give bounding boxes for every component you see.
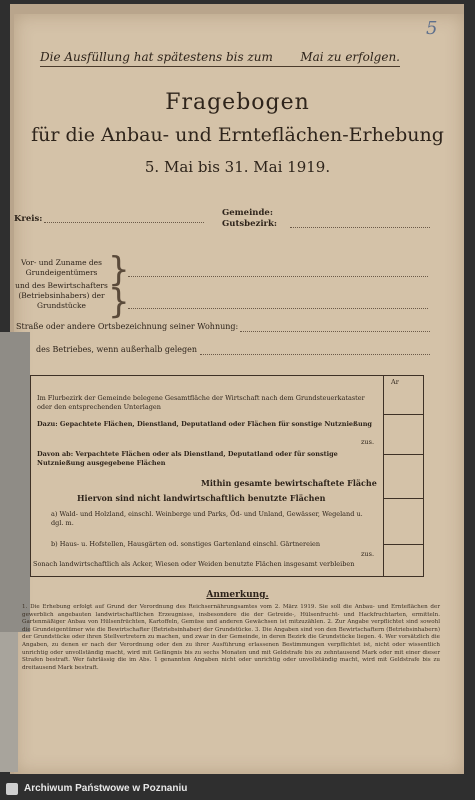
operator-label: und des Bewirtschafters (Betriebsinhabers) der Grundstücke — [15, 281, 108, 310]
kreis-label: Kreis: — [14, 214, 43, 224]
table-row: Im Flurbezirk der Gemeinde belegene Gesamtfläche der Wirtschaft nach dem Grundsteuerkataster oder den entsprechenden Unterlagen — [37, 394, 365, 411]
owner-label: Vor- und Zuname des Grundeigentümers — [21, 258, 102, 277]
page-number: 5 — [426, 18, 438, 39]
document-date-range: 5. Mai bis 31. Mai 1919. — [144, 158, 331, 176]
area-table — [30, 375, 424, 577]
archive-name: Archiwum Państwowe w Poznaniu — [24, 783, 188, 794]
owner-field[interactable] — [128, 276, 428, 277]
archive-logo-icon — [6, 783, 18, 795]
unit-header: Ar — [391, 378, 399, 386]
street-field[interactable] — [240, 331, 430, 332]
table-row: zus. — [361, 438, 375, 446]
brace-operator: } — [108, 282, 130, 322]
table-row: a) Wald- und Holzland, einschl. Weinberge und Parks, Öd- und Unland, Gewässer, Wegeland u. dgl. m. — [51, 510, 363, 527]
kreis-field[interactable] — [44, 222, 204, 223]
table-row: Davon ab: Verpachtete Flächen oder als Dienstland, Deputatland oder für sonstige Nutznießung ausgegebene Flächen — [37, 450, 338, 467]
business-label: des Betriebes, wenn außerhalb gelegen — [36, 345, 198, 354]
table-row: zus. — [361, 550, 375, 558]
operator-field[interactable] — [128, 308, 428, 309]
remarks-title: Anmerkung. — [206, 590, 269, 600]
document-title: Fragebogen — [165, 90, 310, 115]
gemeinde-field[interactable] — [290, 227, 430, 228]
table-row: b) Haus- u. Hofstellen, Hausgärten od. sonstiges Gartenland einschl. Gärtnereien — [51, 540, 321, 548]
gemeinde-label: Gemeinde: — [222, 208, 273, 218]
table-row: Hiervon sind nicht landwirtschaftlich benutzte Flächen — [77, 493, 326, 503]
street-label: Straße oder andere Ortsbezeichnung seiner Wohnung: — [16, 322, 239, 331]
gutsbezirk-label: Gutsbezirk: — [222, 219, 278, 229]
archive-footer — [0, 778, 475, 800]
remarks-text: 1. Die Erhebung erfolgt auf Grund der Verordnung des Reichsernährungsamtes vom 2. März 1919. Sie soll die Anbau- und Ernteflächen der gewerblich angebauten landwirtschaftlichen Erzeugnisse, insbesondere die der Getreide-, Hülsenfrucht- und Hackfruchtarten, ermitteln. Gartenmäßiger Anbau von Hülsenfrüchten, Kartoffeln, Gemüse und anderen Gewächsen ist mitzuzählen. 2. Zur Angabe verpflichtet sind sowohl die Grundeigentümer wie die Bewirtschafter (Betriebsinhaber) der Grundstücke. 3. Die Angaben sind von den Bewirtschaftern (Betriebsinhabern) der Grundstücke oder ihren Stellvertretern zu machen, und zwar in der Gemeinde, in deren Bezirk die Grundstücke liegen. 4. Wer vorsätzlich die Angaben, zu denen er nach der Verordnung oder den zu ihrer Ausführung erlassenen Bestimmungen verpflichtet ist, nicht oder wissentlich unrichtig oder unvollständig macht, wird mit Gefängnis bis zu sechs Monaten und mit Geldstrafe bis zu zehntausend Mark oder mit einer dieser Strafen bestraft. Wer fahrlässig die im Abs. 1 genannten Angaben nicht oder unrichtig oder unvollständig macht, wird mit Geldstrafe bis zu dreitausend Mark bestraft. — [22, 604, 440, 671]
binding-strip — [0, 332, 30, 632]
table-row: Mithin gesamte bewirtschaftete Fläche — [201, 478, 377, 488]
brace-owner: } — [108, 250, 130, 290]
table-row: Sonach landwirtschaftlich als Acker, Wiesen oder Weiden benutzte Flächen insgesamt verbleiben — [33, 560, 355, 568]
binding-strip-lower — [0, 632, 18, 772]
deadline-left: Die Ausfüllung hat spätestens bis zum — [40, 50, 273, 64]
deadline-line — [40, 50, 400, 67]
table-row: Dazu: Gepachtete Flächen, Dienstland, Deputatland oder Flächen für sonstige Nutznießung — [37, 420, 372, 428]
business-field[interactable] — [200, 354, 430, 355]
table-divider — [383, 376, 384, 576]
document-subtitle: für die Anbau- und Ernteflächen-Erhebung — [31, 124, 444, 146]
deadline-right: Mai zu erfolgen. — [300, 50, 400, 64]
